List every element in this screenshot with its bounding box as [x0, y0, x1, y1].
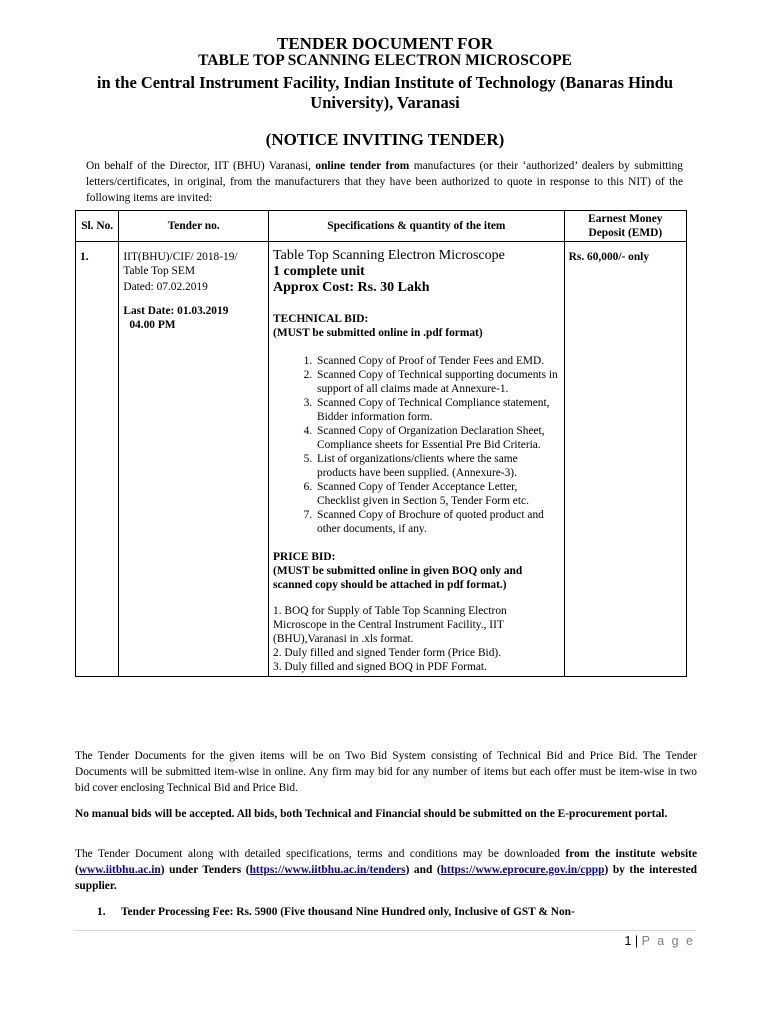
intro-text-post: manufactures (or their ‘authorized’ dealers by submitting letters/certificates, in original, from the manufacturers that they have been authorized to quote in response to this NIT) of the following items are invited: [86, 160, 683, 204]
price-bid-title: PRICE BID: [273, 551, 336, 563]
header-tender-no: Tender no. [119, 211, 269, 242]
intro-text-pre: On behalf of the Director, IIT (BHU) Varanasi, [86, 160, 316, 172]
table-row [76, 242, 687, 677]
list-item: 2. Duly filled and signed Tender form (Price Bid). [273, 647, 502, 659]
doc-title-line2: TABLE TOP SCANNING ELECTRON MICROSCOPE [198, 52, 572, 69]
last-date: Last Date: 01.03.2019 [123, 305, 229, 317]
list-item: 1. Scanned Copy of Proof of Tender Fees and EMD. [315, 354, 560, 368]
page-footer [624, 934, 695, 948]
cell-specifications [269, 242, 565, 677]
list-item: 2. Scanned Copy of Technical supporting documents in support of all claims made at Annexure-1. [315, 368, 560, 396]
tender-dated: Dated: 07.02.2019 [123, 281, 208, 293]
technical-bid-title: TECHNICAL BID: [273, 313, 369, 325]
download-text-bold: ) under Tenders ( [160, 864, 250, 876]
list-item: 5. List of organizations/clients where the same products have been supplied. (Annexure-3). [315, 452, 560, 480]
cell-emd: Rs. 60,000/- only [564, 242, 686, 677]
list-item: 1. BOQ for Supply of Table Top Scanning Electron Microscope in the Central Instrument Facility., IIT (BHU),Varanasi in .xls format. [273, 605, 507, 645]
list-item: 3. Duly filled and signed BOQ in PDF Format. [273, 661, 487, 673]
list-item: 3. Scanned Copy of Technical Compliance statement, Bidder information form. [315, 396, 560, 424]
tender-table [75, 210, 687, 677]
download-text-bold: from the institute website ( [75, 848, 697, 876]
tenders-page-link[interactable]: https://www.iitbhu.ac.in/tenders [249, 864, 406, 876]
item-name: Table Top Scanning Electron Microscope [273, 248, 505, 263]
last-time: 04.00 PM [129, 319, 176, 331]
notice-heading: (NOTICE INVITING TENDER) [265, 130, 505, 149]
list-item: 7. Scanned Copy of Brochure of quoted product and other documents, if any. [315, 508, 560, 536]
eprocure-link[interactable]: https://www.eprocure.gov.in/cppp [440, 864, 605, 876]
no-manual-bids-paragraph: No manual bids will be accepted. All bids, both Technical and Financial should be submitted on the E-procurement portal. [75, 808, 668, 820]
table-header-row [76, 211, 687, 242]
intro-paragraph [86, 158, 683, 206]
institute-website-link[interactable]: www.iitbhu.ac.in [78, 864, 161, 876]
tender-number: IIT(BHU)/CIF/ 2018-19/ Table Top SEM [123, 251, 238, 277]
page-number: 1 [624, 934, 632, 948]
footer-divider [74, 930, 696, 931]
page-separator: | [634, 934, 639, 948]
list-item: 6. Scanned Copy of Tender Acceptance Letter, Checklist given in Section 5, Tender Form etc. [315, 480, 560, 508]
download-text-pre: The Tender Document along with detailed specifications, terms and conditions may be downloaded [75, 848, 566, 860]
price-bid-note: (MUST be submitted online in given BOQ only and scanned copy should be attached in pdf format.) [273, 565, 523, 591]
download-text-bold: ) and ( [405, 864, 441, 876]
cell-sl-no: 1. [76, 242, 119, 677]
header-sl-no: Sl. No. [76, 211, 119, 242]
doc-title-line3: in the Central Instrument Facility, Indian Institute of Technology (Banaras Hindu University), Varanasi [96, 73, 674, 112]
technical-bid-note: (MUST be submitted online in .pdf format) [273, 327, 483, 339]
header-specifications: Specifications & quantity of the item [269, 211, 565, 242]
item-text: Tender Processing Fee: Rs. 5900 (Five thousand Nine Hundred only, Inclusive of GST & Non- [121, 906, 575, 918]
item-quantity: 1 complete unit [273, 264, 365, 279]
download-paragraph [75, 846, 697, 894]
intro-text-bold: online tender from [315, 160, 410, 172]
two-bid-paragraph: The Tender Documents for the given items will be on Two Bid System consisting of Technical Bid and Price Bid. The Tender Documents will be submitted item-wise in online. Any firm may bid for any number of items but each offer must be item-wise in two bid cover enclosing Technical Bid and Price Bid. [75, 750, 697, 794]
item-number: 1. [97, 906, 106, 918]
approx-cost: Approx Cost: Rs. 30 Lakh [273, 280, 430, 295]
header-emd: Earnest Money Deposit (EMD) [564, 211, 686, 242]
price-bid-list [273, 604, 560, 674]
download-text-bold: ) by the interested supplier. [75, 864, 698, 892]
doc-title-line1: TENDER DOCUMENT FOR [277, 34, 493, 53]
processing-fee-item [97, 904, 697, 920]
cell-tender-no [119, 242, 269, 677]
technical-bid-list [273, 354, 560, 536]
page-word: P a g e [641, 934, 695, 948]
list-item: 4. Scanned Copy of Organization Declaration Sheet, Compliance sheets for Essential Pre Bid Criteria. [315, 424, 560, 452]
